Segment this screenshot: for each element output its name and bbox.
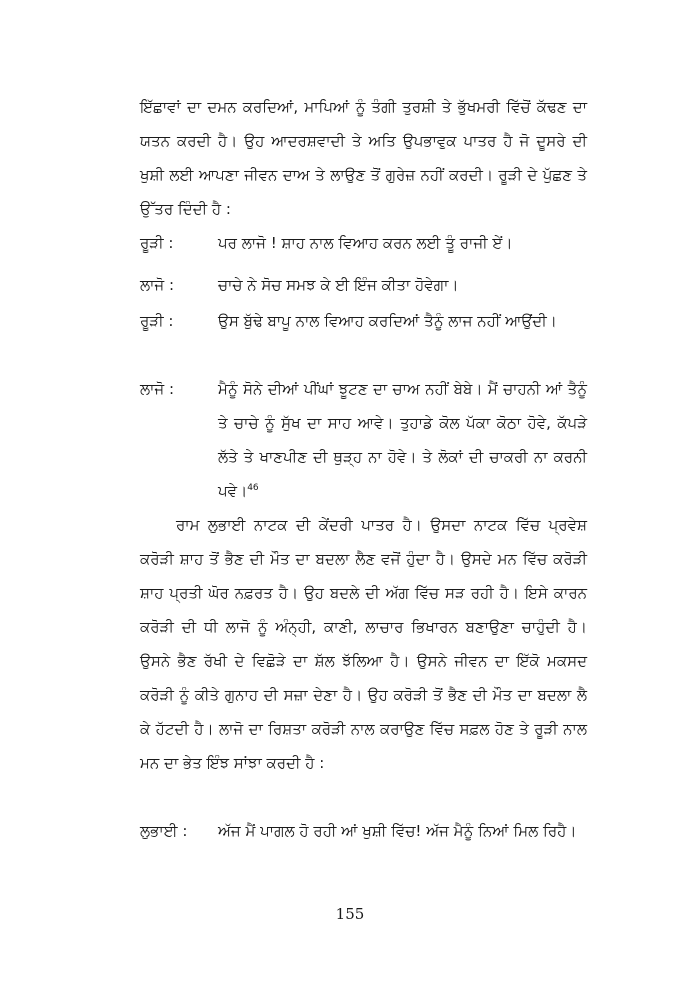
- dialogue-text: ਉਸ ਬੁੱਢੇ ਬਾਪੂ ਨਾਲ ਵਿਆਹ ਕਰਦਿਆਂ ਤੈਨੂੰ ਲਾਜ ਨਹੀਂ ਆਉਂਦੀ।: [218, 312, 557, 330]
- dialogue-text: ਅੱਜ ਮੈਂ ਪਾਗਲ ਹੋ ਰਹੀ ਆਂ ਖੁਸ਼ੀ ਵਿੱਚ! ਅੱਜ ਮੈਨੂੰ ਨਿਆਂ ਮਿਲ ਰਿਹੈ।: [218, 822, 577, 840]
- speaker-label: ਰੂੜੀ :: [140, 234, 174, 252]
- dialogue-text: ਚਾਚੇ ਨੇ ਸੋਚ ਸਮਝ ਕੇ ਈ ਇੰਜ ਕੀਤਾ ਹੋਵੇਗਾ।: [218, 276, 459, 294]
- speaker-label: ਲਾਜੋ :: [140, 276, 175, 294]
- dialogue-line: [140, 226, 587, 260]
- dialogue-text: ਪਰ ਲਾਜੋ ! ਸ਼ਾਹ ਨਾਲ ਵਿਆਹ ਕਰਨ ਲਈ ਤੂੰ ਰਾਜੀ ਏਂ।: [218, 234, 513, 252]
- dialogue-line: [140, 304, 587, 338]
- dialogue-text: ਮੈਨੂੰ ਸੋਨੇ ਦੀਆਂ ਪੀਂਘਾਂ ਝੂਟਣ ਦਾ ਚਾਅ ਨਹੀਂ ਬੇਬੇ। ਮੈਂ ਚਾਹਨੀ ਆਂ ਤੈਨੂੰ ਤੇ ਚਾਚੇ ਨੂੰ ਸੁੱਖ ਦਾ ਸਾਹ ਆਵੇ। ਤੁਹਾਡੇ ਕੋਲ ਪੱਕਾ ਕੋਠਾ ਹੋਵੇ, ਕੱਪੜੇ ਲੱਤੇ ਤੇ ਖਾਣਪੀਣ ਦੀ ਥੁੜ੍ਹ ਨਾ ਹੋਵੇ। ਤੇ ਲੋਕਾਂ ਦੀ ਚਾਕਰੀ ਨਾ ਕਰਨੀ ਪਵੇ।: [218, 380, 587, 500]
- speaker-label: ਲਾਜੋ :: [140, 380, 175, 398]
- dialogue-line: [140, 268, 587, 302]
- speaker-label: ਲੁਭਾਈ :: [140, 822, 188, 840]
- footnote-marker: 46: [247, 483, 259, 493]
- main-paragraph: ਰਾਮ ਲੁਭਾਈ ਨਾਟਕ ਦੀ ਕੇਂਦਰੀ ਪਾਤਰ ਹੈ। ਉਸਦਾ ਨਾਟਕ ਵਿੱਚ ਪ੍ਰਵੇਸ਼ ਕਰੋੜੀ ਸ਼ਾਹ ਤੋਂ ਭੈਣ ਦੀ ਮੌਤ ਦਾ ਬਦਲਾ ਲੈਣ ਵਜੋਂ ਹੁੰਦਾ ਹੈ। ਉਸਦੇ ਮਨ ਵਿੱਚ ਕਰੋੜੀ ਸ਼ਾਹ ਪ੍ਰਤੀ ਘੋਰ ਨਫ਼ਰਤ ਹੈ। ਉਹ ਬਦਲੇ ਦੀ ਅੱਗ ਵਿੱਚ ਸੜ ਰਹੀ ਹੈ। ਇਸੇ ਕਾਰਨ ਕਰੋੜੀ ਦੀ ਧੀ ਲਾਜੋ ਨੂੰ ਅੰਨ੍ਹੀ, ਕਾਣੀ, ਲਾਚਾਰ ਭਿਖਾਰਨ ਬਣਾਉਣਾ ਚਾਹੁੰਦੀ ਹੈ। ਉਸਨੇ ਭੈਣ ਰੱਖੀ ਦੇ ਵਿਛੋੜੇ ਦਾ ਸ਼ੱਲ ਝੱਲਿਆ ਹੈ। ਉਸਨੇ ਜੀਵਨ ਦਾ ਇੱਕੋ ਮਕਸਦ ਕਰੋੜੀ ਨੂੰ ਕੀਤੇ ਗੁਨਾਹ ਦੀ ਸਜ਼ਾ ਦੇਣਾ ਹੈ। ਉਹ ਕਰੋੜੀ ਤੋਂ ਭੈਣ ਦੀ ਮੌਤ ਦਾ ਬਦਲਾ ਲੈ ਕੇ ਹੱਟਦੀ ਹੈ। ਲਾਜੋ ਦਾ ਰਿਸ਼ਤਾ ਕਰੋੜੀ ਨਾਲ ਕਰਾਉਣ ਵਿੱਚ ਸਫ਼ਲ ਹੋਣ ਤੇ ਰੂੜੀ ਨਾਲ ਮਨ ਦਾ ਭੇਤ ਇੰਝ ਸਾਂਝਾ ਕਰਦੀ ਹੈ :: [140, 516, 587, 772]
- intro-paragraph: ਇੱਛਾਵਾਂ ਦਾ ਦਮਨ ਕਰਦਿਆਂ, ਮਾਪਿਆਂ ਨੂੰ ਤੰਗੀ ਤੁਰਸ਼ੀ ਤੇ ਭੁੱਖਮਰੀ ਵਿੱਚੋਂ ਕੱਢਣ ਦਾ ਯਤਨ ਕਰਦੀ ਹੈ। ਉਹ ਆਦਰਸ਼ਵਾਦੀ ਤੇ ਅਤਿ ਉਪਭਾਵੁਕ ਪਾਤਰ ਹੈ ਜੋ ਦੂਸਰੇ ਦੀ ਖੁਸ਼ੀ ਲਈ ਆਪਣਾ ਜੀਵਨ ਦਾਅ ਤੇ ਲਾਉਣ ਤੋਂ ਗੁਰੇਜ਼ ਨਹੀਂ ਕਰਦੀ। ਰੂੜੀ ਦੇ ਪੁੱਛਣ ਤੇ ਉੱਤਰ ਦਿੰਦੀ ਹੈ :: [140, 98, 587, 218]
- dialogue-line: [140, 372, 587, 508]
- page-number: 155: [335, 905, 365, 923]
- speaker-label: ਰੂੜੀ :: [140, 312, 174, 330]
- dialogue-text-container: [218, 372, 587, 508]
- dialogue-line: [140, 814, 587, 848]
